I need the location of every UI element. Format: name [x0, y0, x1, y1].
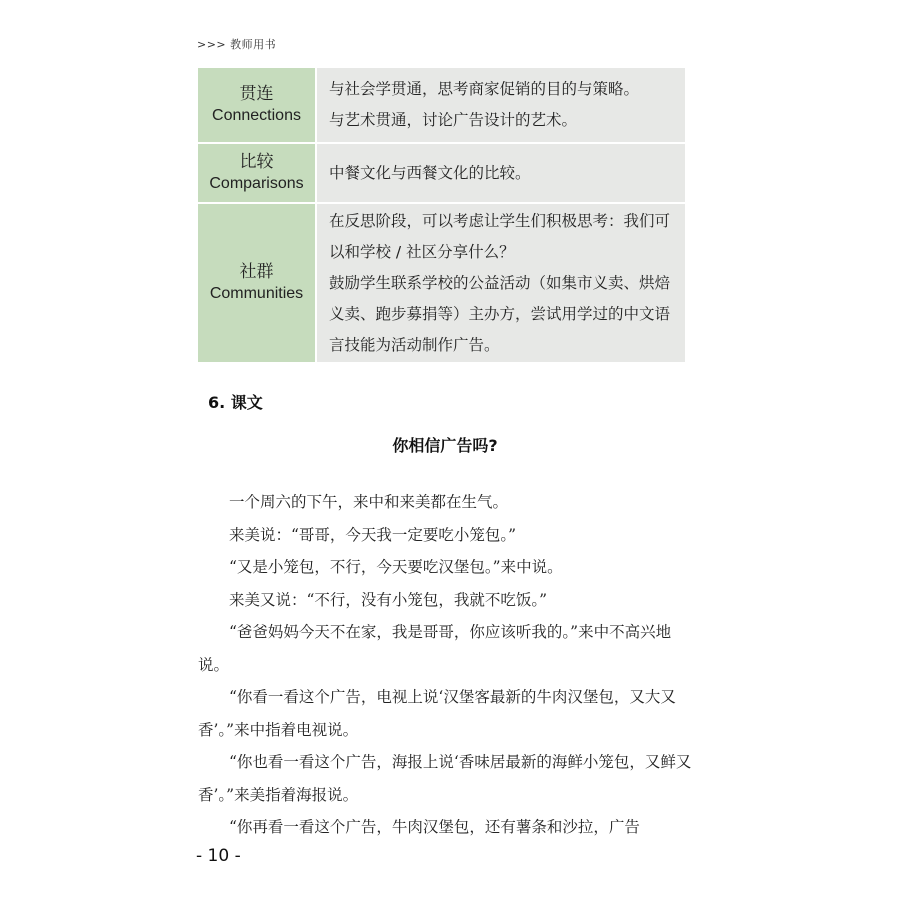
label-chinese: 贯连	[239, 84, 274, 104]
content-line: 与艺术贯通，讨论广告设计的艺术。	[329, 111, 578, 129]
row-label	[197, 143, 316, 203]
label-english: Connections	[212, 107, 301, 124]
lesson-paragraph: 来美又说：“不行，没有小笼包，我就不吃饭。”	[229, 590, 548, 609]
table-row-connections	[197, 67, 686, 143]
lesson-title: 你相信广告吗?	[392, 436, 498, 455]
label-english: Communities	[209, 285, 304, 302]
content-line: 在反思阶段，可以考虑让学生们积极思考：我们可以和学校 / 社区分享什么？	[329, 211, 671, 261]
row-content	[316, 143, 686, 203]
lesson-paragraph: “你再看一看这个广告，牛肉汉堡包，还有薯条和沙拉，广告	[229, 818, 640, 836]
label-english: Comparisons	[209, 175, 304, 192]
section-heading: 6. 课文	[208, 393, 263, 412]
content-line: 中餐文化与西餐文化的比较。	[329, 163, 531, 182]
content-line: 鼓励学生联系学校的公益活动（如集市义卖、烘焙义卖、跑步募捐等）主办方，尝试用学过的中文语言技能为活动制作广告。	[329, 273, 671, 354]
lesson-paragraph: 一个周六的下午，来中和来美都在生气。	[229, 493, 509, 511]
table-row-comparisons	[197, 143, 686, 203]
running-header: >>> 教师用书	[197, 38, 277, 51]
lesson-paragraph: “又是小笼包，不行，今天要吃汉堡包。”来中说。	[229, 558, 563, 576]
label-chinese: 比较	[239, 152, 274, 172]
lesson-paragraph: 来美说：“哥哥，今天我一定要吃小笼包。”	[229, 525, 517, 544]
row-content	[316, 67, 686, 143]
curriculum-table	[196, 66, 687, 364]
label-chinese: 社群	[239, 262, 274, 282]
lesson-paragraph: “你看一看这个广告，电视上说‘汉堡客最新的牛肉汉堡包，又大又香’。”来中指着电视说。	[198, 688, 676, 739]
lesson-paragraph: “爸爸妈妈今天不在家，我是哥哥，你应该听我的。”来中不高兴地说。	[198, 623, 672, 674]
row-content	[316, 203, 686, 363]
row-label	[197, 67, 316, 143]
page-number: - 10 -	[196, 846, 241, 866]
content-line: 与社会学贯通，思考商家促销的目的与策略。	[329, 80, 640, 98]
row-label	[197, 203, 316, 363]
lesson-text	[198, 486, 692, 844]
table-row-communities	[197, 203, 686, 363]
lesson-paragraph: “你也看一看这个广告，海报上说‘香味居最新的海鲜小笼包，又鲜又香’。”来美指着海报说。	[198, 753, 692, 804]
